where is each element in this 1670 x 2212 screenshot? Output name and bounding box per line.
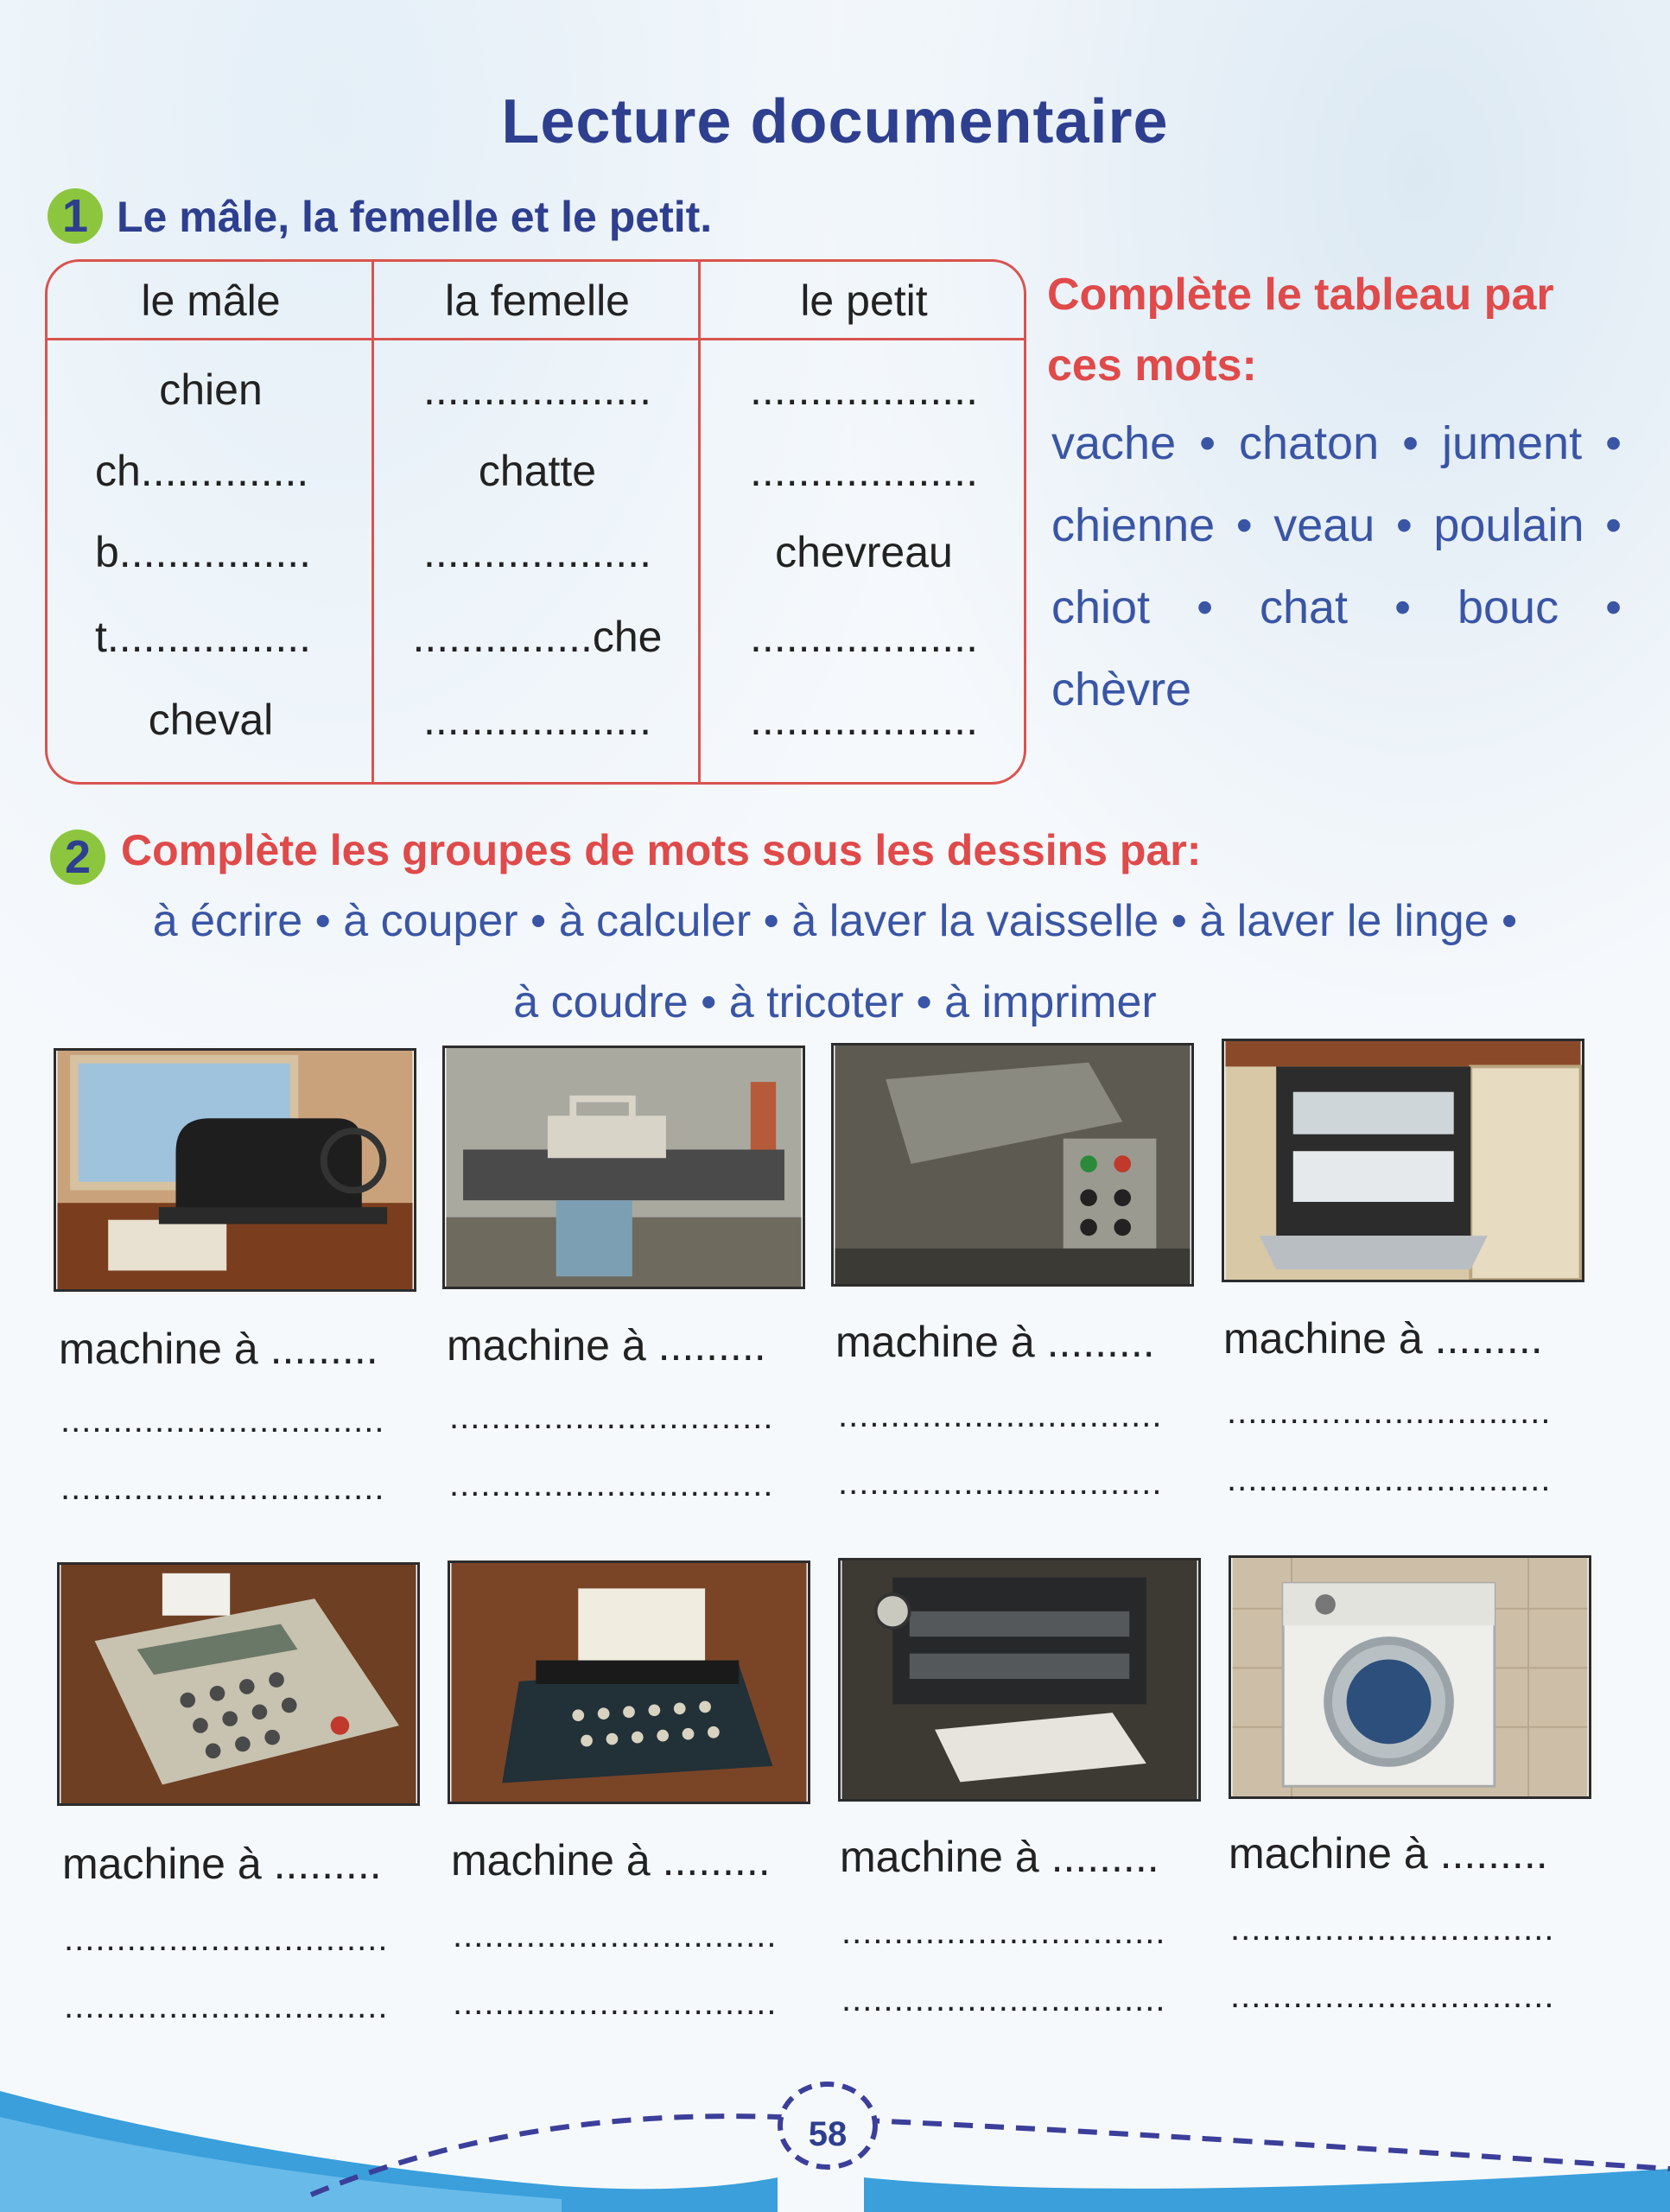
answer-line[interactable]: ............................... — [1230, 1910, 1555, 1948]
picture-caption: machine à ......... — [1229, 1829, 1548, 1878]
word: chienne — [1051, 499, 1216, 551]
dishwasher-picture — [1222, 1039, 1584, 1282]
knitting-machine-icon — [445, 1048, 803, 1287]
table-cell-blank[interactable]: b................ — [95, 528, 312, 576]
word-bank — [1051, 403, 1622, 731]
table-cell: chien — [159, 365, 263, 414]
table-header-female: la femelle — [445, 276, 630, 325]
washing-machine-picture — [1229, 1555, 1591, 1799]
answer-line[interactable]: ............................... — [1230, 1977, 1555, 2015]
page-title: Lecture documentaire — [501, 87, 1169, 156]
answer-line[interactable]: ............................... — [64, 1987, 389, 2025]
calculator-icon — [60, 1565, 417, 1803]
printing-press-icon — [841, 1560, 1198, 1799]
table-instruction: Complète le tableau par ces mots: — [1047, 270, 1554, 391]
picture-caption: machine à ......... — [835, 1318, 1155, 1366]
word: poulain — [1433, 499, 1584, 551]
animal-table — [45, 259, 1026, 785]
word-bank-line: à écrire • à couper • à calculer • à laver la vaisselle • à laver le linge • — [152, 896, 1518, 946]
sewing-machine-picture — [54, 1048, 416, 1292]
table-cell: cheval — [148, 696, 274, 744]
answer-line[interactable]: ............................... — [453, 1916, 778, 1955]
cutting-machine-icon — [834, 1046, 1191, 1284]
section-title: Le mâle, la femelle et le petit. — [117, 193, 713, 241]
word: veau — [1273, 499, 1375, 551]
picture-caption: machine à ......... — [62, 1840, 382, 1888]
knitting-machine-picture — [442, 1046, 805, 1289]
word: bouc — [1457, 582, 1559, 633]
answer-line[interactable]: ............................... — [453, 1984, 778, 2022]
printing-press-picture — [838, 1558, 1201, 1802]
sewing-machine-icon — [56, 1051, 414, 1289]
word: chaton — [1238, 417, 1380, 469]
washing-machine-icon — [1231, 1558, 1589, 1796]
table-cell-blank[interactable]: ch.............. — [95, 447, 309, 495]
word: chèvre — [1051, 664, 1192, 715]
cutting-machine-picture — [831, 1043, 1194, 1287]
answer-line[interactable]: ............................... — [838, 1464, 1163, 1502]
word-bank-line — [1051, 485, 1622, 567]
typewriter-icon — [450, 1563, 808, 1802]
word: jument — [1442, 417, 1583, 469]
answer-line[interactable]: ............................... — [449, 1398, 774, 1436]
word-bank-line — [1051, 649, 1622, 731]
word: chiot — [1051, 582, 1151, 633]
answer-line[interactable]: ............................... — [1227, 1393, 1552, 1431]
section-number-badge: 2 — [50, 830, 105, 885]
table-cell-blank[interactable]: ................... — [423, 528, 651, 576]
bullet: • — [1605, 582, 1622, 633]
bullet: • — [1605, 499, 1622, 551]
section-title: Complète les groupes de mots sous les dessins par: — [121, 826, 1202, 874]
bullet: • — [1394, 582, 1411, 633]
word-bank-line — [1051, 567, 1622, 649]
bullet: • — [1605, 417, 1622, 469]
answer-line[interactable]: ............................... — [841, 1980, 1166, 2018]
table-cell-blank[interactable]: ...............che — [412, 613, 663, 661]
word: vache — [1051, 417, 1177, 469]
page-number: 58 — [808, 2115, 848, 2153]
table-cell-blank[interactable]: ................... — [423, 696, 651, 744]
bullet: • — [1402, 417, 1419, 469]
table-cell-blank[interactable]: ................... — [750, 613, 978, 661]
table-cell-blank[interactable]: ................... — [423, 365, 651, 414]
table-cell: chevreau — [775, 528, 953, 576]
picture-caption: machine à ......... — [447, 1321, 766, 1370]
table-header-young: le petit — [800, 276, 928, 325]
answer-line[interactable]: ............................... — [841, 1913, 1166, 1951]
bullet: • — [1197, 582, 1213, 633]
picture-caption: machine à ......... — [59, 1325, 378, 1373]
bullet: • — [1199, 417, 1216, 469]
answer-line[interactable]: ............................... — [60, 1469, 385, 1507]
answer-line[interactable]: ............................... — [60, 1402, 385, 1440]
bullet: • — [1395, 499, 1413, 551]
table-cell-blank[interactable]: ................... — [750, 696, 978, 744]
picture-caption: machine à ......... — [451, 1836, 771, 1885]
table-cell: chatte — [478, 447, 597, 495]
answer-line[interactable]: ............................... — [838, 1396, 1163, 1434]
answer-line[interactable]: ............................... — [1227, 1460, 1552, 1498]
calculator-picture — [57, 1562, 420, 1806]
table-cell-blank[interactable]: ................... — [750, 365, 978, 414]
table-cell-blank[interactable]: ................... — [750, 447, 978, 495]
answer-line[interactable]: ............................... — [449, 1465, 774, 1503]
word: chat — [1259, 582, 1349, 633]
picture-caption: machine à ......... — [840, 1833, 1159, 1881]
answer-line[interactable]: ............................... — [64, 1920, 389, 1958]
word-bank-line: à coudre • à tricoter • à imprimer — [513, 977, 1157, 1027]
table-cell-blank[interactable]: t................. — [95, 613, 312, 661]
picture-caption: machine à ......... — [1223, 1314, 1543, 1363]
section-number-badge: 1 — [48, 188, 103, 244]
table-header-male: le mâle — [141, 276, 281, 325]
typewriter-picture — [448, 1560, 810, 1804]
dishwasher-icon — [1224, 1041, 1582, 1280]
bullet: • — [1235, 499, 1253, 551]
word-bank-line — [1051, 403, 1622, 485]
